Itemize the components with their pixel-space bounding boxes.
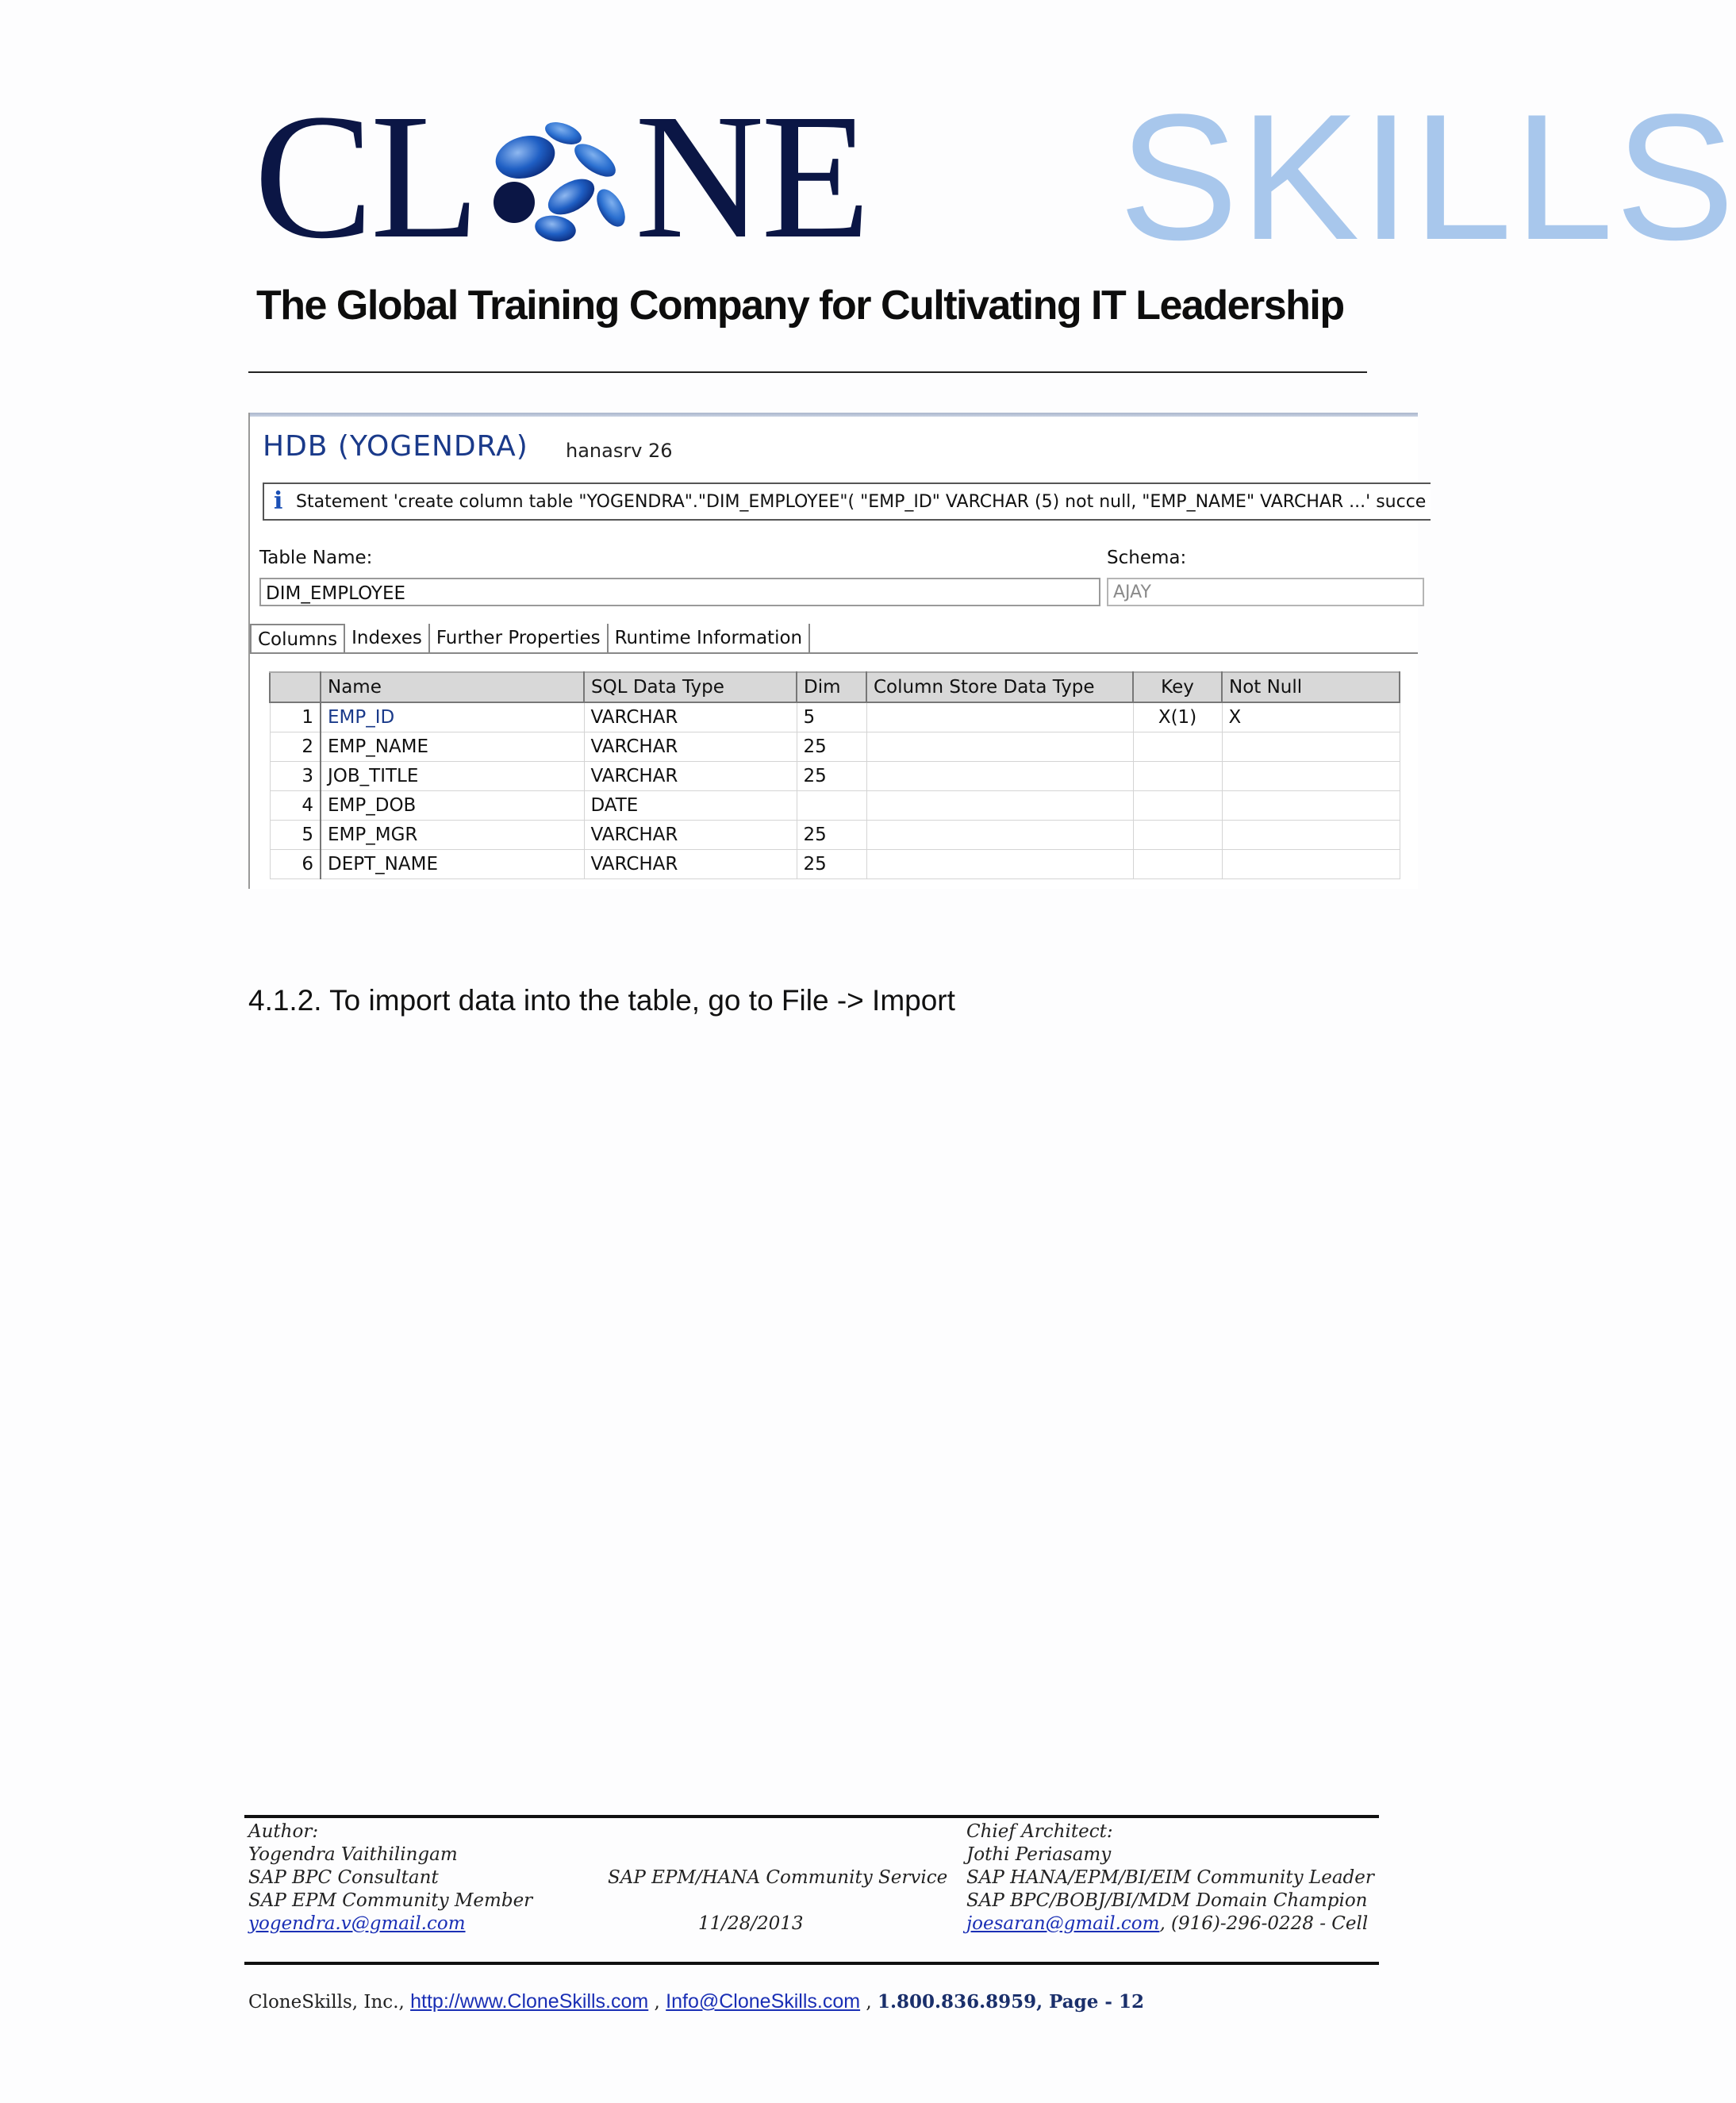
cell-name[interactable]: EMP_NAME (321, 732, 584, 762)
footer-divider-bottom (244, 1962, 1379, 1965)
editor-tabs (250, 624, 810, 652)
editor-title: HDB (YOGENDRA) (263, 430, 528, 463)
table-row[interactable] (270, 762, 1400, 791)
cell-dim[interactable] (797, 791, 866, 821)
author-role-1: SAP BPC Consultant (248, 1867, 439, 1888)
cell-key[interactable] (1133, 850, 1222, 879)
row-number: 6 (270, 850, 321, 879)
company-name: CloneSkills, Inc., (248, 1992, 411, 2013)
architect-role-2: SAP BPC/BOBJ/BI/MDM Domain Champion (966, 1890, 1368, 1911)
architect-phone: , (916)-296-0228 - Cell (1159, 1913, 1369, 1934)
separator: , (860, 1992, 878, 2013)
cell-key[interactable]: X(1) (1133, 702, 1222, 732)
hana-table-editor-screenshot (248, 413, 1427, 889)
row-number: 5 (270, 821, 321, 850)
cell-key[interactable] (1133, 732, 1222, 762)
grid-header-row (270, 672, 1400, 702)
cell-column-store-data-type[interactable] (866, 732, 1133, 762)
cell-key[interactable] (1133, 762, 1222, 791)
tagline: The Global Training Company for Cultivating IT Leadership (256, 283, 1344, 329)
column-header-key[interactable]: Key (1133, 672, 1222, 702)
author-label: Author: (248, 1821, 319, 1842)
row-number: 3 (270, 762, 321, 791)
website-link[interactable]: http://www.CloneSkills.com (410, 1990, 649, 2013)
column-header-not-null[interactable]: Not Null (1222, 672, 1400, 702)
column-header-sql-data-type[interactable]: SQL Data Type (584, 672, 797, 702)
author-name: Yogendra Vaithilingam (248, 1844, 458, 1865)
page-number: 12 (1118, 1991, 1144, 2013)
cell-not-null[interactable] (1222, 762, 1400, 791)
cell-column-store-data-type[interactable] (866, 791, 1133, 821)
table-row[interactable] (270, 732, 1400, 762)
cell-name[interactable]: DEPT_NAME (321, 850, 584, 879)
cell-name[interactable]: EMP_ID (321, 702, 584, 732)
server-label: hanasrv 26 (566, 440, 673, 462)
cloneskills-logo (254, 76, 1736, 277)
cell-column-store-data-type[interactable] (866, 821, 1133, 850)
architect-label: Chief Architect: (966, 1821, 1113, 1842)
table-row[interactable] (270, 850, 1400, 879)
logo-dots-mark (468, 103, 651, 250)
cell-key[interactable] (1133, 821, 1222, 850)
tabs-divider (250, 652, 1418, 654)
tab-indexes[interactable]: Indexes (345, 624, 430, 652)
cell-not-null[interactable] (1222, 850, 1400, 879)
cell-sql-data-type[interactable]: VARCHAR (584, 850, 797, 879)
logo-text-ne: NE (635, 77, 868, 275)
row-number: 1 (270, 702, 321, 732)
cell-dim[interactable]: 25 (797, 762, 866, 791)
table-name-label: Table Name: (259, 548, 373, 568)
table-row[interactable] (270, 821, 1400, 850)
cell-sql-data-type[interactable]: VARCHAR (584, 821, 797, 850)
grid-corner-header (270, 672, 321, 702)
author-email-link[interactable]: yogendra.v@gmail.com (248, 1913, 466, 1934)
status-message-bar (263, 482, 1431, 521)
editor-top-border (250, 413, 1418, 417)
schema-label: Schema: (1107, 548, 1187, 568)
cell-sql-data-type[interactable]: VARCHAR (584, 732, 797, 762)
cell-dim[interactable]: 25 (797, 821, 866, 850)
cell-not-null[interactable]: X (1222, 702, 1400, 732)
table-name-input[interactable]: DIM_EMPLOYEE (259, 578, 1100, 606)
cell-dim[interactable]: 25 (797, 732, 866, 762)
row-number: 4 (270, 791, 321, 821)
cell-column-store-data-type[interactable] (866, 850, 1133, 879)
header-divider (248, 371, 1367, 373)
schema-input[interactable]: AJAY (1107, 578, 1424, 606)
logo-text-skills: SKILLS (1119, 76, 1736, 277)
columns-grid (269, 671, 1400, 879)
table-row[interactable] (270, 702, 1400, 732)
author-role-2: SAP EPM Community Member (248, 1890, 533, 1911)
column-header-dim[interactable]: Dim (797, 672, 866, 702)
row-number: 2 (270, 732, 321, 762)
footer-architect-block (966, 1820, 1374, 1936)
footer-divider-top (244, 1815, 1379, 1818)
footer-date: 11/28/2013 (698, 1913, 804, 1934)
logo-text-cl: CL (254, 77, 477, 275)
column-header-column-store-data-type[interactable]: Column Store Data Type (866, 672, 1133, 702)
cell-dim[interactable]: 5 (797, 702, 866, 732)
cell-name[interactable]: JOB_TITLE (321, 762, 584, 791)
architect-email-link[interactable]: joesaran@gmail.com (966, 1913, 1160, 1934)
cell-name[interactable]: EMP_MGR (321, 821, 584, 850)
cell-column-store-data-type[interactable] (866, 762, 1133, 791)
status-message: Statement 'create column table "YOGENDRA"."DIM_EMPLOYEE"( "EMP_ID" VARCHAR (5) not null, "EMP_NAME" VARCHAR ...' succe (296, 492, 1427, 512)
company-contact-line (248, 1990, 1144, 2013)
cell-not-null[interactable] (1222, 791, 1400, 821)
tab-further-properties[interactable]: Further Properties (430, 624, 609, 652)
cell-not-null[interactable] (1222, 821, 1400, 850)
contact-email-link[interactable]: Info@CloneSkills.com (666, 1990, 861, 2013)
cell-sql-data-type[interactable]: VARCHAR (584, 762, 797, 791)
cell-name[interactable]: EMP_DOB (321, 791, 584, 821)
phone-and-page: 1.800.836.8959, Page - (878, 1991, 1119, 2013)
info-icon: i (274, 487, 283, 515)
table-row[interactable] (270, 791, 1400, 821)
tab-runtime-information[interactable]: Runtime Information (609, 624, 811, 652)
cell-sql-data-type[interactable]: DATE (584, 791, 797, 821)
architect-role-1: SAP HANA/EPM/BI/EIM Community Leader (966, 1867, 1374, 1888)
tab-columns[interactable]: Columns (250, 624, 345, 654)
cell-key[interactable] (1133, 791, 1222, 821)
cell-sql-data-type[interactable]: VARCHAR (584, 702, 797, 732)
step-instruction: 4.1.2. To import data into the table, go to File -> Import (248, 984, 955, 1017)
architect-name: Jothi Periasamy (966, 1844, 1112, 1865)
footer-center-text: SAP EPM/HANA Community Service (608, 1867, 948, 1888)
separator: , (648, 1992, 666, 2013)
column-header-name[interactable]: Name (321, 672, 584, 702)
cell-dim[interactable]: 25 (797, 850, 866, 879)
footer-author-block (248, 1820, 532, 1936)
cell-column-store-data-type[interactable] (866, 702, 1133, 732)
cell-not-null[interactable] (1222, 732, 1400, 762)
